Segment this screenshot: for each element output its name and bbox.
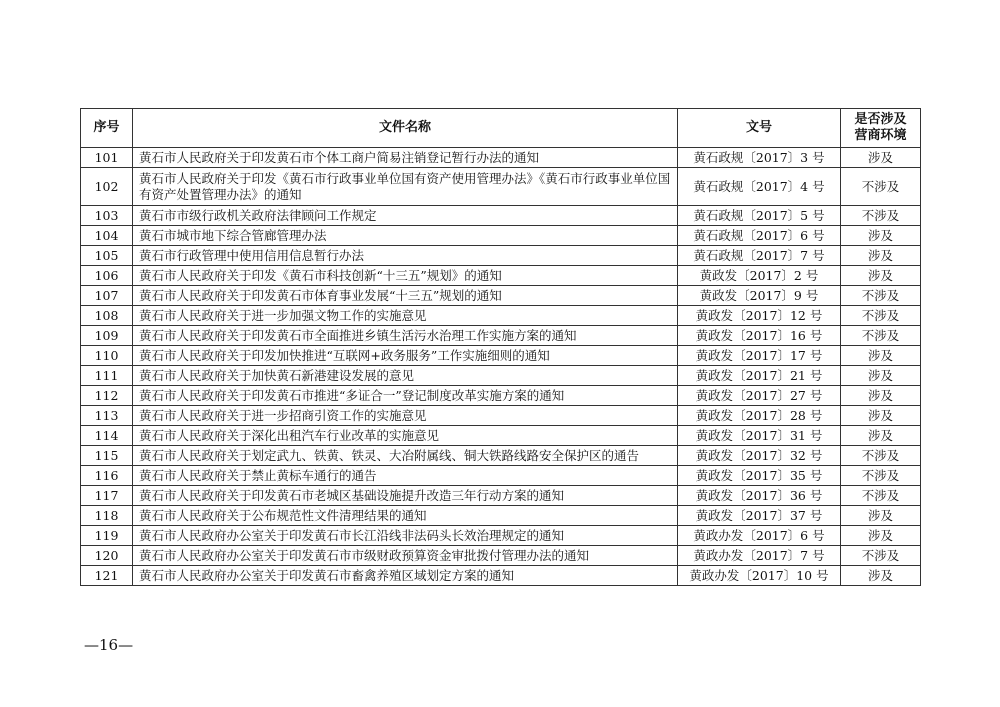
cell-serial-no: 111 [81, 366, 133, 386]
cell-document-title: 黄石市人民政府关于印发黄石市老城区基础设施提升改造三年行动方案的通知 [133, 486, 678, 506]
cell-serial-no: 104 [81, 226, 133, 246]
cell-document-title: 黄石市人民政府关于进一步加强文物工作的实施意见 [133, 306, 678, 326]
cell-document-title: 黄石市人民政府办公室关于印发黄石市畜禽养殖区域划定方案的通知 [133, 566, 678, 586]
cell-business-environment: 涉及 [841, 426, 921, 446]
cell-business-environment: 不涉及 [841, 286, 921, 306]
cell-serial-no: 106 [81, 266, 133, 286]
cell-document-number: 黄政发〔2017〕31 号 [678, 426, 841, 446]
cell-document-title: 黄石市人民政府办公室关于印发黄石市长江沿线非法码头长效治理规定的通知 [133, 526, 678, 546]
cell-document-number: 黄政发〔2017〕37 号 [678, 506, 841, 526]
cell-document-number: 黄政办发〔2017〕10 号 [678, 566, 841, 586]
table-row [81, 446, 921, 466]
cell-business-environment: 涉及 [841, 226, 921, 246]
cell-document-title: 黄石市人民政府关于印发《黄石市行政事业单位国有资产使用管理办法》《黄石市行政事业单位国有资产处置管理办法》的通知 [133, 168, 678, 206]
table-row [81, 346, 921, 366]
header-business-environment-line1: 是否涉及 [854, 112, 907, 127]
cell-document-title: 黄石市人民政府关于进一步招商引资工作的实施意见 [133, 406, 678, 426]
cell-document-title: 黄石市人民政府关于加快黄石新港建设发展的意见 [133, 366, 678, 386]
header-business-environment [841, 109, 921, 148]
table-row [81, 266, 921, 286]
cell-document-title: 黄石市人民政府关于印发加快推进“互联网+政务服务”工作实施细则的通知 [133, 346, 678, 366]
cell-document-title: 黄石市人民政府关于印发黄石市体育事业发展“十三五”规划的通知 [133, 286, 678, 306]
cell-business-environment: 不涉及 [841, 206, 921, 226]
cell-document-number: 黄政发〔2017〕36 号 [678, 486, 841, 506]
table-row [81, 206, 921, 226]
cell-serial-no: 115 [81, 446, 133, 466]
cell-document-number: 黄政发〔2017〕9 号 [678, 286, 841, 306]
table-row [81, 246, 921, 266]
cell-serial-no: 121 [81, 566, 133, 586]
cell-document-number: 黄政发〔2017〕17 号 [678, 346, 841, 366]
cell-document-title: 黄石市人民政府关于印发黄石市全面推进乡镇生活污水治理工作实施方案的通知 [133, 326, 678, 346]
cell-document-number: 黄政办发〔2017〕6 号 [678, 526, 841, 546]
cell-business-environment: 涉及 [841, 406, 921, 426]
cell-business-environment: 涉及 [841, 246, 921, 266]
cell-serial-no: 113 [81, 406, 133, 426]
cell-business-environment: 涉及 [841, 346, 921, 366]
table-row [81, 148, 921, 168]
cell-document-title: 黄石市人民政府关于划定武九、铁黄、铁灵、大冶附属线、铜大铁路线路安全保护区的通告 [133, 446, 678, 466]
cell-business-environment: 不涉及 [841, 486, 921, 506]
table-row [81, 226, 921, 246]
table-row [81, 326, 921, 346]
table-row [81, 168, 921, 206]
table-row [81, 566, 921, 586]
cell-business-environment: 不涉及 [841, 306, 921, 326]
cell-document-number: 黄政办发〔2017〕7 号 [678, 546, 841, 566]
cell-document-title: 黄石市市级行政机关政府法律顾问工作规定 [133, 206, 678, 226]
cell-document-title: 黄石市人民政府关于印发《黄石市科技创新“十三五”规划》的通知 [133, 266, 678, 286]
cell-business-environment: 不涉及 [841, 446, 921, 466]
cell-document-title: 黄石市城市地下综合管廊管理办法 [133, 226, 678, 246]
cell-business-environment: 不涉及 [841, 168, 921, 206]
cell-document-number: 黄石政规〔2017〕3 号 [678, 148, 841, 168]
cell-serial-no: 117 [81, 486, 133, 506]
table-row [81, 526, 921, 546]
cell-document-title: 黄石市人民政府关于深化出租汽车行业改革的实施意见 [133, 426, 678, 446]
cell-document-number: 黄政发〔2017〕28 号 [678, 406, 841, 426]
cell-document-number: 黄政发〔2017〕2 号 [678, 266, 841, 286]
cell-serial-no: 118 [81, 506, 133, 526]
table-header-row [81, 109, 921, 148]
cell-document-number: 黄政发〔2017〕16 号 [678, 326, 841, 346]
table-row [81, 306, 921, 326]
header-serial-no: 序号 [81, 109, 133, 148]
cell-serial-no: 103 [81, 206, 133, 226]
cell-business-environment: 涉及 [841, 266, 921, 286]
document-list-table [80, 108, 921, 586]
cell-document-number: 黄政发〔2017〕21 号 [678, 366, 841, 386]
header-document-title: 文件名称 [133, 109, 678, 148]
cell-document-number: 黄石政规〔2017〕6 号 [678, 226, 841, 246]
cell-serial-no: 105 [81, 246, 133, 266]
cell-serial-no: 110 [81, 346, 133, 366]
cell-business-environment: 不涉及 [841, 466, 921, 486]
cell-document-title: 黄石市人民政府关于禁止黄标车通行的通告 [133, 466, 678, 486]
table-row [81, 386, 921, 406]
cell-serial-no: 101 [81, 148, 133, 168]
cell-document-number: 黄政发〔2017〕35 号 [678, 466, 841, 486]
cell-serial-no: 109 [81, 326, 133, 346]
table-body [81, 148, 921, 586]
table-row [81, 286, 921, 306]
cell-document-number: 黄政发〔2017〕12 号 [678, 306, 841, 326]
cell-document-title: 黄石市行政管理中使用信用信息暂行办法 [133, 246, 678, 266]
cell-business-environment: 涉及 [841, 386, 921, 406]
table-row [81, 366, 921, 386]
cell-document-number: 黄石政规〔2017〕7 号 [678, 246, 841, 266]
cell-serial-no: 108 [81, 306, 133, 326]
cell-document-title: 黄石市人民政府关于印发黄石市个体工商户简易注销登记暂行办法的通知 [133, 148, 678, 168]
cell-document-number: 黄石政规〔2017〕4 号 [678, 168, 841, 206]
table-row [81, 406, 921, 426]
table-row [81, 546, 921, 566]
table-row [81, 426, 921, 446]
cell-business-environment: 不涉及 [841, 546, 921, 566]
cell-business-environment: 涉及 [841, 506, 921, 526]
cell-serial-no: 107 [81, 286, 133, 306]
cell-serial-no: 116 [81, 466, 133, 486]
header-business-environment-line2: 营商环境 [854, 128, 907, 143]
cell-document-number: 黄政发〔2017〕32 号 [678, 446, 841, 466]
cell-business-environment: 涉及 [841, 366, 921, 386]
cell-document-title: 黄石市人民政府关于公布规范性文件清理结果的通知 [133, 506, 678, 526]
cell-document-title: 黄石市人民政府关于印发黄石市推进“多证合一”登记制度改革实施方案的通知 [133, 386, 678, 406]
cell-serial-no: 112 [81, 386, 133, 406]
cell-serial-no: 114 [81, 426, 133, 446]
cell-serial-no: 119 [81, 526, 133, 546]
cell-document-number: 黄政发〔2017〕27 号 [678, 386, 841, 406]
cell-business-environment: 涉及 [841, 526, 921, 546]
cell-document-title: 黄石市人民政府办公室关于印发黄石市市级财政预算资金审批拨付管理办法的通知 [133, 546, 678, 566]
table-row [81, 466, 921, 486]
page-number: —16— [84, 636, 134, 654]
cell-business-environment: 涉及 [841, 566, 921, 586]
cell-serial-no: 102 [81, 168, 133, 206]
table-row [81, 506, 921, 526]
table-row [81, 486, 921, 506]
cell-serial-no: 120 [81, 546, 133, 566]
cell-business-environment: 不涉及 [841, 326, 921, 346]
cell-document-number: 黄石政规〔2017〕5 号 [678, 206, 841, 226]
header-document-number: 文号 [678, 109, 841, 148]
cell-business-environment: 涉及 [841, 148, 921, 168]
